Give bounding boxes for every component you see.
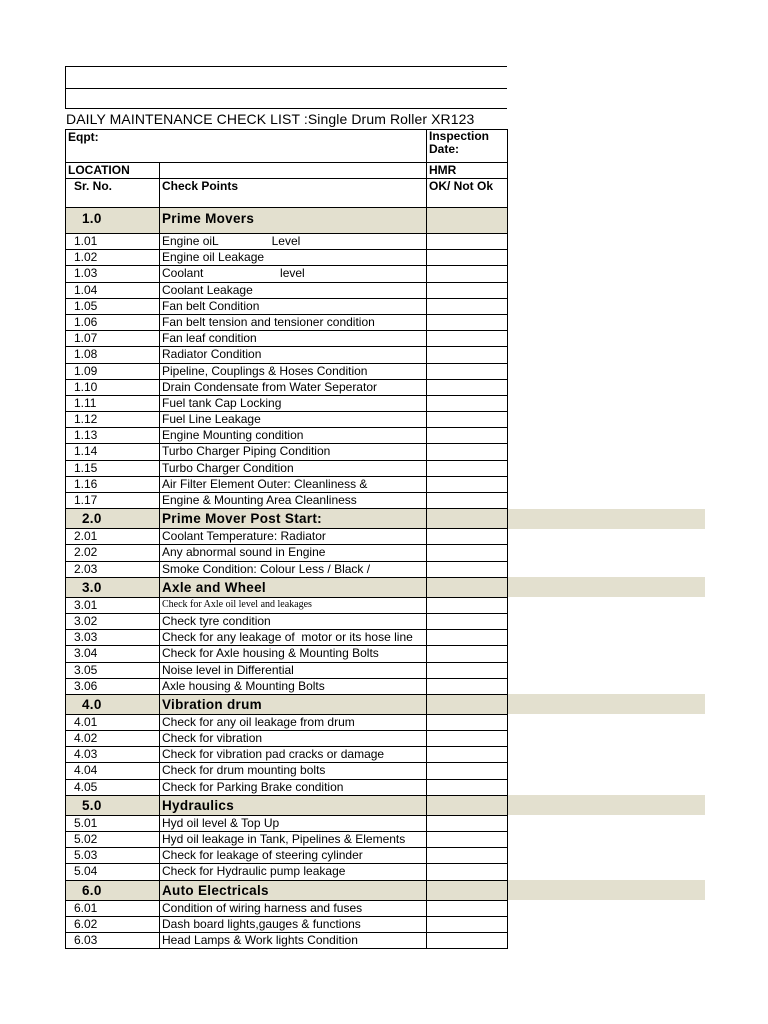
check-point-text: Check for any oil leakage from drum — [160, 714, 427, 730]
check-point-text: Pipeline, Couplings & Hoses Condition — [160, 363, 427, 379]
item-number: 4.02 — [66, 731, 160, 747]
item-number: 1.05 — [66, 298, 160, 314]
check-point-text: Engine Mounting condition — [160, 428, 427, 444]
section-bar-extension — [508, 577, 706, 597]
table-row — [66, 597, 706, 613]
table-row — [66, 561, 706, 577]
item-number: 6.01 — [66, 900, 160, 916]
table-row — [66, 428, 706, 444]
status-cell[interactable] — [427, 932, 508, 948]
item-number: 3.03 — [66, 630, 160, 646]
check-point-text: Check for Axle oil level and leakages — [160, 597, 427, 613]
item-number: 6.02 — [66, 916, 160, 932]
section-number: 2.0 — [66, 509, 160, 529]
table-row — [66, 282, 706, 298]
item-number: 1.03 — [66, 266, 160, 282]
col-srno: Sr. No. — [66, 179, 160, 208]
check-point-text: Fan leaf condition — [160, 331, 427, 347]
status-cell[interactable] — [427, 476, 508, 492]
table-row — [66, 545, 706, 561]
eqpt-value[interactable] — [160, 130, 427, 163]
item-number: 1.10 — [66, 379, 160, 395]
section-name: Prime Mover Post Start: — [160, 509, 427, 529]
status-cell[interactable] — [427, 545, 508, 561]
section-header — [66, 694, 706, 714]
item-number: 2.03 — [66, 561, 160, 577]
table-row — [66, 848, 706, 864]
check-point-text: Check for Hydraulic pump leakage — [160, 864, 427, 880]
status-cell[interactable] — [427, 266, 508, 282]
location-row — [66, 163, 706, 179]
status-cell[interactable] — [427, 630, 508, 646]
item-number: 1.02 — [66, 250, 160, 266]
section-status-cell — [427, 694, 508, 714]
check-point-text: Noise level in Differential — [160, 662, 427, 678]
item-number: 4.03 — [66, 747, 160, 763]
check-point-text: Air Filter Element Outer: Cleanliness & — [160, 476, 427, 492]
item-number: 3.04 — [66, 646, 160, 662]
status-cell[interactable] — [427, 900, 508, 916]
section-name: Prime Movers — [160, 208, 427, 234]
table-row — [66, 347, 706, 363]
eqpt-row — [66, 130, 706, 163]
item-number: 3.02 — [66, 613, 160, 629]
check-point-text: Fan belt Condition — [160, 298, 427, 314]
section-bar-extension — [508, 880, 706, 900]
table-row — [66, 331, 706, 347]
check-point-text: Drain Condensate from Water Seperator — [160, 379, 427, 395]
item-number: 1.07 — [66, 331, 160, 347]
table-row — [66, 493, 706, 509]
checklist-table — [65, 129, 706, 949]
status-cell[interactable] — [427, 412, 508, 428]
section-header — [66, 577, 706, 597]
table-row — [66, 932, 706, 948]
status-cell[interactable] — [427, 234, 508, 250]
section-name: Auto Electricals — [160, 880, 427, 900]
section-status-cell — [427, 577, 508, 597]
status-cell[interactable] — [427, 597, 508, 613]
table-row — [66, 444, 706, 460]
table-row — [66, 815, 706, 831]
check-point-text: Engine & Mounting Area Cleanliness — [160, 493, 427, 509]
table-row — [66, 900, 706, 916]
top-blank-box — [65, 66, 507, 109]
location-value[interactable] — [160, 163, 427, 179]
item-number: 1.04 — [66, 282, 160, 298]
status-cell[interactable] — [427, 347, 508, 363]
status-cell[interactable] — [427, 747, 508, 763]
check-point-text: Check for Parking Brake condition — [160, 779, 427, 795]
location-label: LOCATION — [66, 163, 160, 179]
item-number: 3.01 — [66, 597, 160, 613]
item-number: 1.17 — [66, 493, 160, 509]
check-point-text: Turbo Charger Condition — [160, 460, 427, 476]
status-cell[interactable] — [427, 779, 508, 795]
status-cell[interactable] — [427, 379, 508, 395]
status-cell[interactable] — [427, 763, 508, 779]
status-cell[interactable] — [427, 916, 508, 932]
status-cell[interactable] — [427, 460, 508, 476]
table-row — [66, 234, 706, 250]
section-number: 4.0 — [66, 694, 160, 714]
col-status: OK/ Not Ok — [427, 179, 508, 208]
check-point-text: Coolant level — [160, 266, 427, 282]
item-number: 5.02 — [66, 832, 160, 848]
table-row — [66, 314, 706, 330]
table-row — [66, 678, 706, 694]
check-point-text: Axle housing & Mounting Bolts — [160, 678, 427, 694]
check-point-text: Any abnormal sound in Engine — [160, 545, 427, 561]
table-row — [66, 763, 706, 779]
item-number: 2.02 — [66, 545, 160, 561]
section-status-cell — [427, 795, 508, 815]
item-number: 1.15 — [66, 460, 160, 476]
check-point-text: Check for vibration pad cracks or damage — [160, 747, 427, 763]
status-cell[interactable] — [427, 298, 508, 314]
item-number: 5.03 — [66, 848, 160, 864]
section-header — [66, 509, 706, 529]
item-number: 1.09 — [66, 363, 160, 379]
check-point-text: Radiator Condition — [160, 347, 427, 363]
status-cell[interactable] — [427, 363, 508, 379]
item-number: 1.11 — [66, 395, 160, 411]
status-cell[interactable] — [427, 662, 508, 678]
table-row — [66, 864, 706, 880]
item-number: 4.04 — [66, 763, 160, 779]
item-number: 4.01 — [66, 714, 160, 730]
check-point-text: Fuel Line Leakage — [160, 412, 427, 428]
section-status-cell — [427, 509, 508, 529]
table-row — [66, 412, 706, 428]
table-row — [66, 298, 706, 314]
table-row — [66, 630, 706, 646]
table-row — [66, 613, 706, 629]
table-row — [66, 714, 706, 730]
item-number: 6.03 — [66, 932, 160, 948]
status-cell[interactable] — [427, 815, 508, 831]
status-cell[interactable] — [427, 678, 508, 694]
status-cell[interactable] — [427, 613, 508, 629]
item-number: 1.12 — [66, 412, 160, 428]
col-checkpoints: Check Points — [160, 179, 427, 208]
check-point-text: Check for any leakage of motor or its hose line — [160, 630, 427, 646]
item-number: 3.05 — [66, 662, 160, 678]
status-cell[interactable] — [427, 331, 508, 347]
item-number: 2.01 — [66, 529, 160, 545]
document-title: DAILY MAINTENANCE CHECK LIST :Single Drum Roller XR123 — [66, 111, 475, 127]
status-cell[interactable] — [427, 561, 508, 577]
hmr-label: HMR — [427, 163, 508, 179]
section-header — [66, 880, 706, 900]
section-number: 5.0 — [66, 795, 160, 815]
eqpt-label: Eqpt: — [66, 130, 160, 163]
item-number: 1.16 — [66, 476, 160, 492]
status-cell[interactable] — [427, 444, 508, 460]
status-cell[interactable] — [427, 314, 508, 330]
status-cell[interactable] — [427, 864, 508, 880]
check-point-text: Hyd oil level & Top Up — [160, 815, 427, 831]
check-point-text: Check tyre condition — [160, 613, 427, 629]
check-point-text: Coolant Leakage — [160, 282, 427, 298]
status-cell[interactable] — [427, 848, 508, 864]
status-cell[interactable] — [427, 714, 508, 730]
check-point-text: Dash board lights,gauges & functions — [160, 916, 427, 932]
item-number: 1.01 — [66, 234, 160, 250]
status-cell[interactable] — [427, 646, 508, 662]
item-number: 5.04 — [66, 864, 160, 880]
table-row — [66, 832, 706, 848]
item-number: 3.06 — [66, 678, 160, 694]
status-cell[interactable] — [427, 493, 508, 509]
status-cell[interactable] — [427, 250, 508, 266]
table-row — [66, 747, 706, 763]
check-point-text: Turbo Charger Piping Condition — [160, 444, 427, 460]
table-row — [66, 395, 706, 411]
check-point-text: Fan belt tension and tensioner condition — [160, 314, 427, 330]
check-point-text: Head Lamps & Work lights Condition — [160, 932, 427, 948]
status-cell[interactable] — [427, 832, 508, 848]
section-header — [66, 208, 706, 234]
section-status-cell — [427, 208, 508, 234]
check-point-text: Check for drum mounting bolts — [160, 763, 427, 779]
section-name: Hydraulics — [160, 795, 427, 815]
check-point-text: Check for vibration — [160, 731, 427, 747]
table-row — [66, 266, 706, 282]
check-point-text: Check for Axle housing & Mounting Bolts — [160, 646, 427, 662]
section-bar-extension — [508, 795, 706, 815]
section-number: 3.0 — [66, 577, 160, 597]
status-cell[interactable] — [427, 529, 508, 545]
table-row — [66, 460, 706, 476]
status-cell[interactable] — [427, 282, 508, 298]
section-number: 1.0 — [66, 208, 160, 234]
section-bar-extension — [508, 694, 706, 714]
check-point-text: Engine oiL Level — [160, 234, 427, 250]
item-number: 5.01 — [66, 815, 160, 831]
table-row — [66, 476, 706, 492]
item-number: 1.08 — [66, 347, 160, 363]
column-header-row — [66, 179, 706, 208]
table-row — [66, 731, 706, 747]
table-row — [66, 529, 706, 545]
table-row — [66, 379, 706, 395]
check-point-text: Check for leakage of steering cylinder — [160, 848, 427, 864]
section-name: Axle and Wheel — [160, 577, 427, 597]
check-point-text: Smoke Condition: Colour Less / Black / — [160, 561, 427, 577]
check-point-text: Condition of wiring harness and fuses — [160, 900, 427, 916]
check-point-text: Coolant Temperature: Radiator — [160, 529, 427, 545]
inspection-date-label: Inspection Date: — [427, 130, 508, 163]
status-cell[interactable] — [427, 395, 508, 411]
check-point-text: Hyd oil leakage in Tank, Pipelines & Elements — [160, 832, 427, 848]
check-point-text: Engine oil Leakage — [160, 250, 427, 266]
section-header — [66, 795, 706, 815]
section-number: 6.0 — [66, 880, 160, 900]
section-name: Vibration drum — [160, 694, 427, 714]
table-row — [66, 363, 706, 379]
item-number: 1.13 — [66, 428, 160, 444]
table-row — [66, 646, 706, 662]
section-bar-extension — [508, 509, 706, 529]
table-row — [66, 779, 706, 795]
item-number: 1.06 — [66, 314, 160, 330]
item-number: 1.14 — [66, 444, 160, 460]
table-row — [66, 250, 706, 266]
checklist-sheet — [65, 66, 706, 949]
check-point-text: Fuel tank Cap Locking — [160, 395, 427, 411]
table-row — [66, 916, 706, 932]
status-cell[interactable] — [427, 731, 508, 747]
status-cell[interactable] — [427, 428, 508, 444]
section-status-cell — [427, 880, 508, 900]
table-row — [66, 662, 706, 678]
item-number: 4.05 — [66, 779, 160, 795]
